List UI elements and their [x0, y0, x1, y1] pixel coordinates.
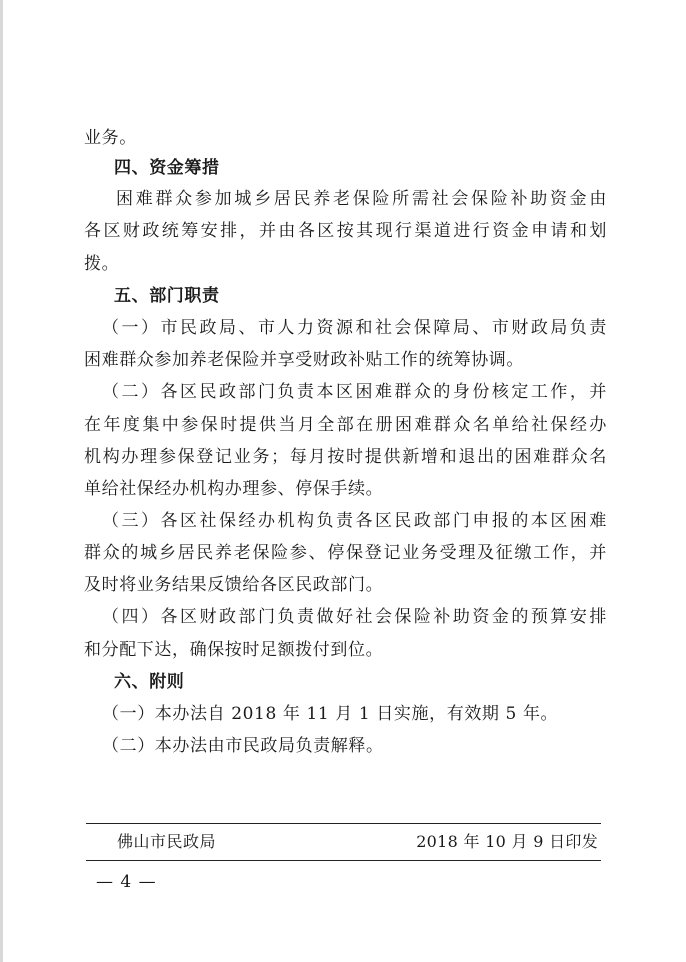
text-line: （四）各区财政部门负责做好社会保险补助资金的预算安排	[102, 607, 607, 627]
text-line: （一）本办法自 2018 年 11 月 1 日实施，有效期 5 年。	[102, 704, 559, 724]
text-line: 单给社保经办机构办理参、停保手续。	[84, 479, 384, 499]
text-line: 困难群众参加城乡居民养老保险所需社会保险补助资金由	[116, 189, 607, 209]
page-number: — 4 —	[96, 872, 157, 892]
text-line: （一）市民政局、市人力资源和社会保障局、市财政局负责	[102, 318, 607, 338]
footer-issuer: 佛山市民政局	[117, 832, 217, 851]
section-heading-funding: 四、资金筹措	[114, 158, 220, 178]
footer-issue-date: 2018 年 10 月 9 日印发	[416, 832, 598, 851]
text-line: 业务。	[84, 128, 137, 148]
text-line: 困难群众参加养老保险并享受财政补贴工作的统筹协调。	[84, 350, 524, 370]
text-line: （二）本办法由市民政局负责解释。	[102, 736, 384, 756]
footer-rule-top	[86, 823, 601, 824]
text-line: （三）各区社保经办机构负责各区民政部门申报的本区困难	[102, 511, 607, 531]
text-line: 机构办理参保登记业务；每月按时提供新增和退出的困难群众名	[84, 447, 607, 467]
text-line: 和分配下达，确保按时足额拨付到位。	[84, 640, 384, 660]
text-line: 拨。	[84, 254, 120, 274]
scan-edge	[0, 0, 3, 962]
footer-rule-bottom	[86, 860, 601, 861]
text-line: （二）各区民政部门负责本区困难群众的身份核定工作，并	[102, 382, 607, 402]
text-line: 各区财政统筹安排，并由各区按其现行渠道进行资金申请和划	[84, 221, 607, 241]
text-line: 及时将业务结果反馈给各区民政部门。	[84, 575, 384, 595]
text-line: 群众的城乡居民养老保险参、停保登记业务受理及征缴工作，并	[84, 543, 607, 563]
section-heading-supplementary: 六、附则	[114, 672, 185, 692]
section-heading-responsibilities: 五、部门职责	[114, 286, 220, 306]
text-line: 在年度集中参保时提供当月全部在册困难群众名单给社保经办	[84, 415, 607, 435]
